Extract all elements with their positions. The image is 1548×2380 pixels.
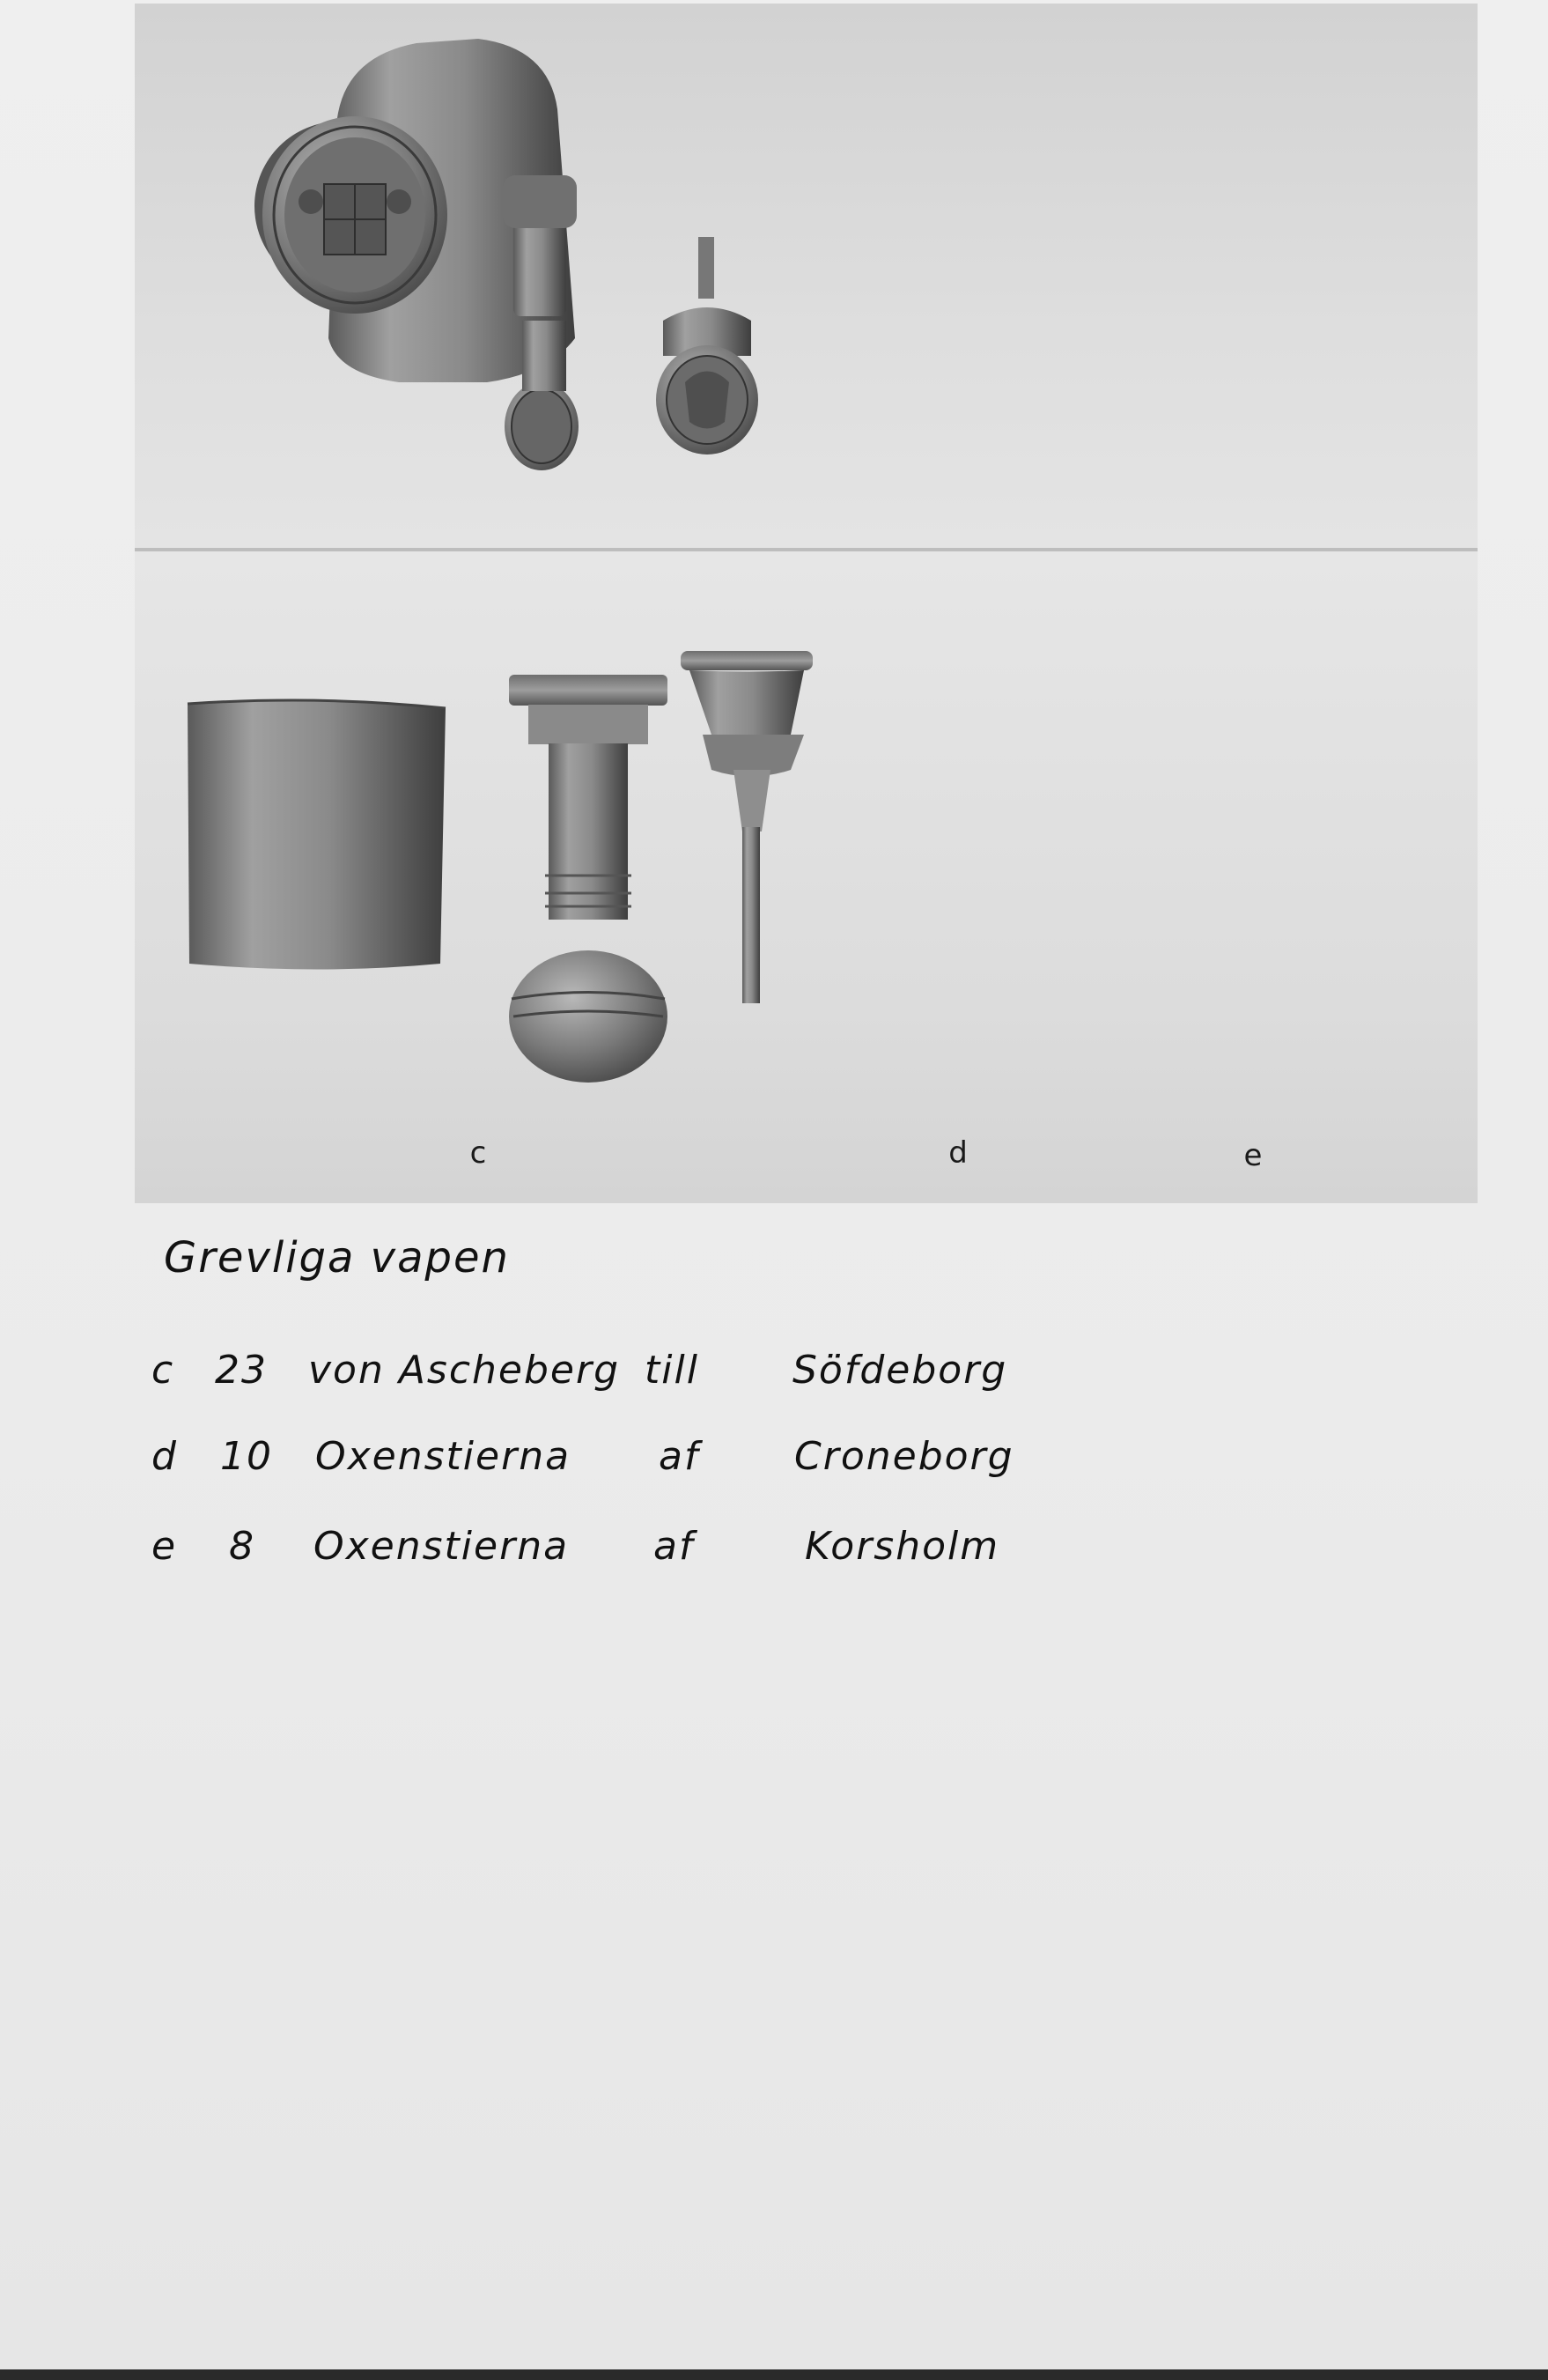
photograph bbox=[135, 4, 1478, 1203]
caption-row-e bbox=[151, 1524, 1384, 1577]
card-bottom-edge bbox=[0, 2369, 1548, 2380]
row-number: 23 bbox=[215, 1348, 268, 1393]
row-letter: e bbox=[151, 1524, 178, 1569]
seal-e-bottom bbox=[681, 651, 813, 1003]
row-name: von Ascheberg bbox=[308, 1348, 621, 1393]
row-number: 10 bbox=[220, 1434, 273, 1479]
seal-e-top bbox=[656, 237, 758, 455]
photo-label-d: d bbox=[948, 1135, 968, 1171]
photo-label-c: c bbox=[469, 1135, 487, 1171]
row-prep: af bbox=[659, 1434, 700, 1479]
row-prep: till bbox=[645, 1348, 699, 1393]
row-letter: c bbox=[151, 1348, 175, 1393]
row-place: Korsholm bbox=[805, 1524, 1000, 1569]
row-name: Oxenstierna bbox=[313, 1524, 570, 1569]
caption-heading: Grevliga vapen bbox=[164, 1233, 510, 1282]
seal-d-bottom bbox=[509, 675, 667, 1083]
seal-illustration bbox=[135, 4, 1478, 1203]
caption-row-d bbox=[151, 1434, 1384, 1487]
row-place: Söfdeborg bbox=[792, 1348, 1008, 1393]
row-letter: d bbox=[151, 1434, 178, 1479]
caption-row-c bbox=[151, 1348, 1384, 1401]
row-name: Oxenstierna bbox=[315, 1434, 571, 1479]
row-number: 8 bbox=[229, 1524, 255, 1569]
row-place: Croneborg bbox=[794, 1434, 1014, 1479]
row-prep: af bbox=[653, 1524, 695, 1569]
photo-label-e: e bbox=[1243, 1138, 1263, 1173]
seal-c-bottom bbox=[188, 700, 446, 970]
